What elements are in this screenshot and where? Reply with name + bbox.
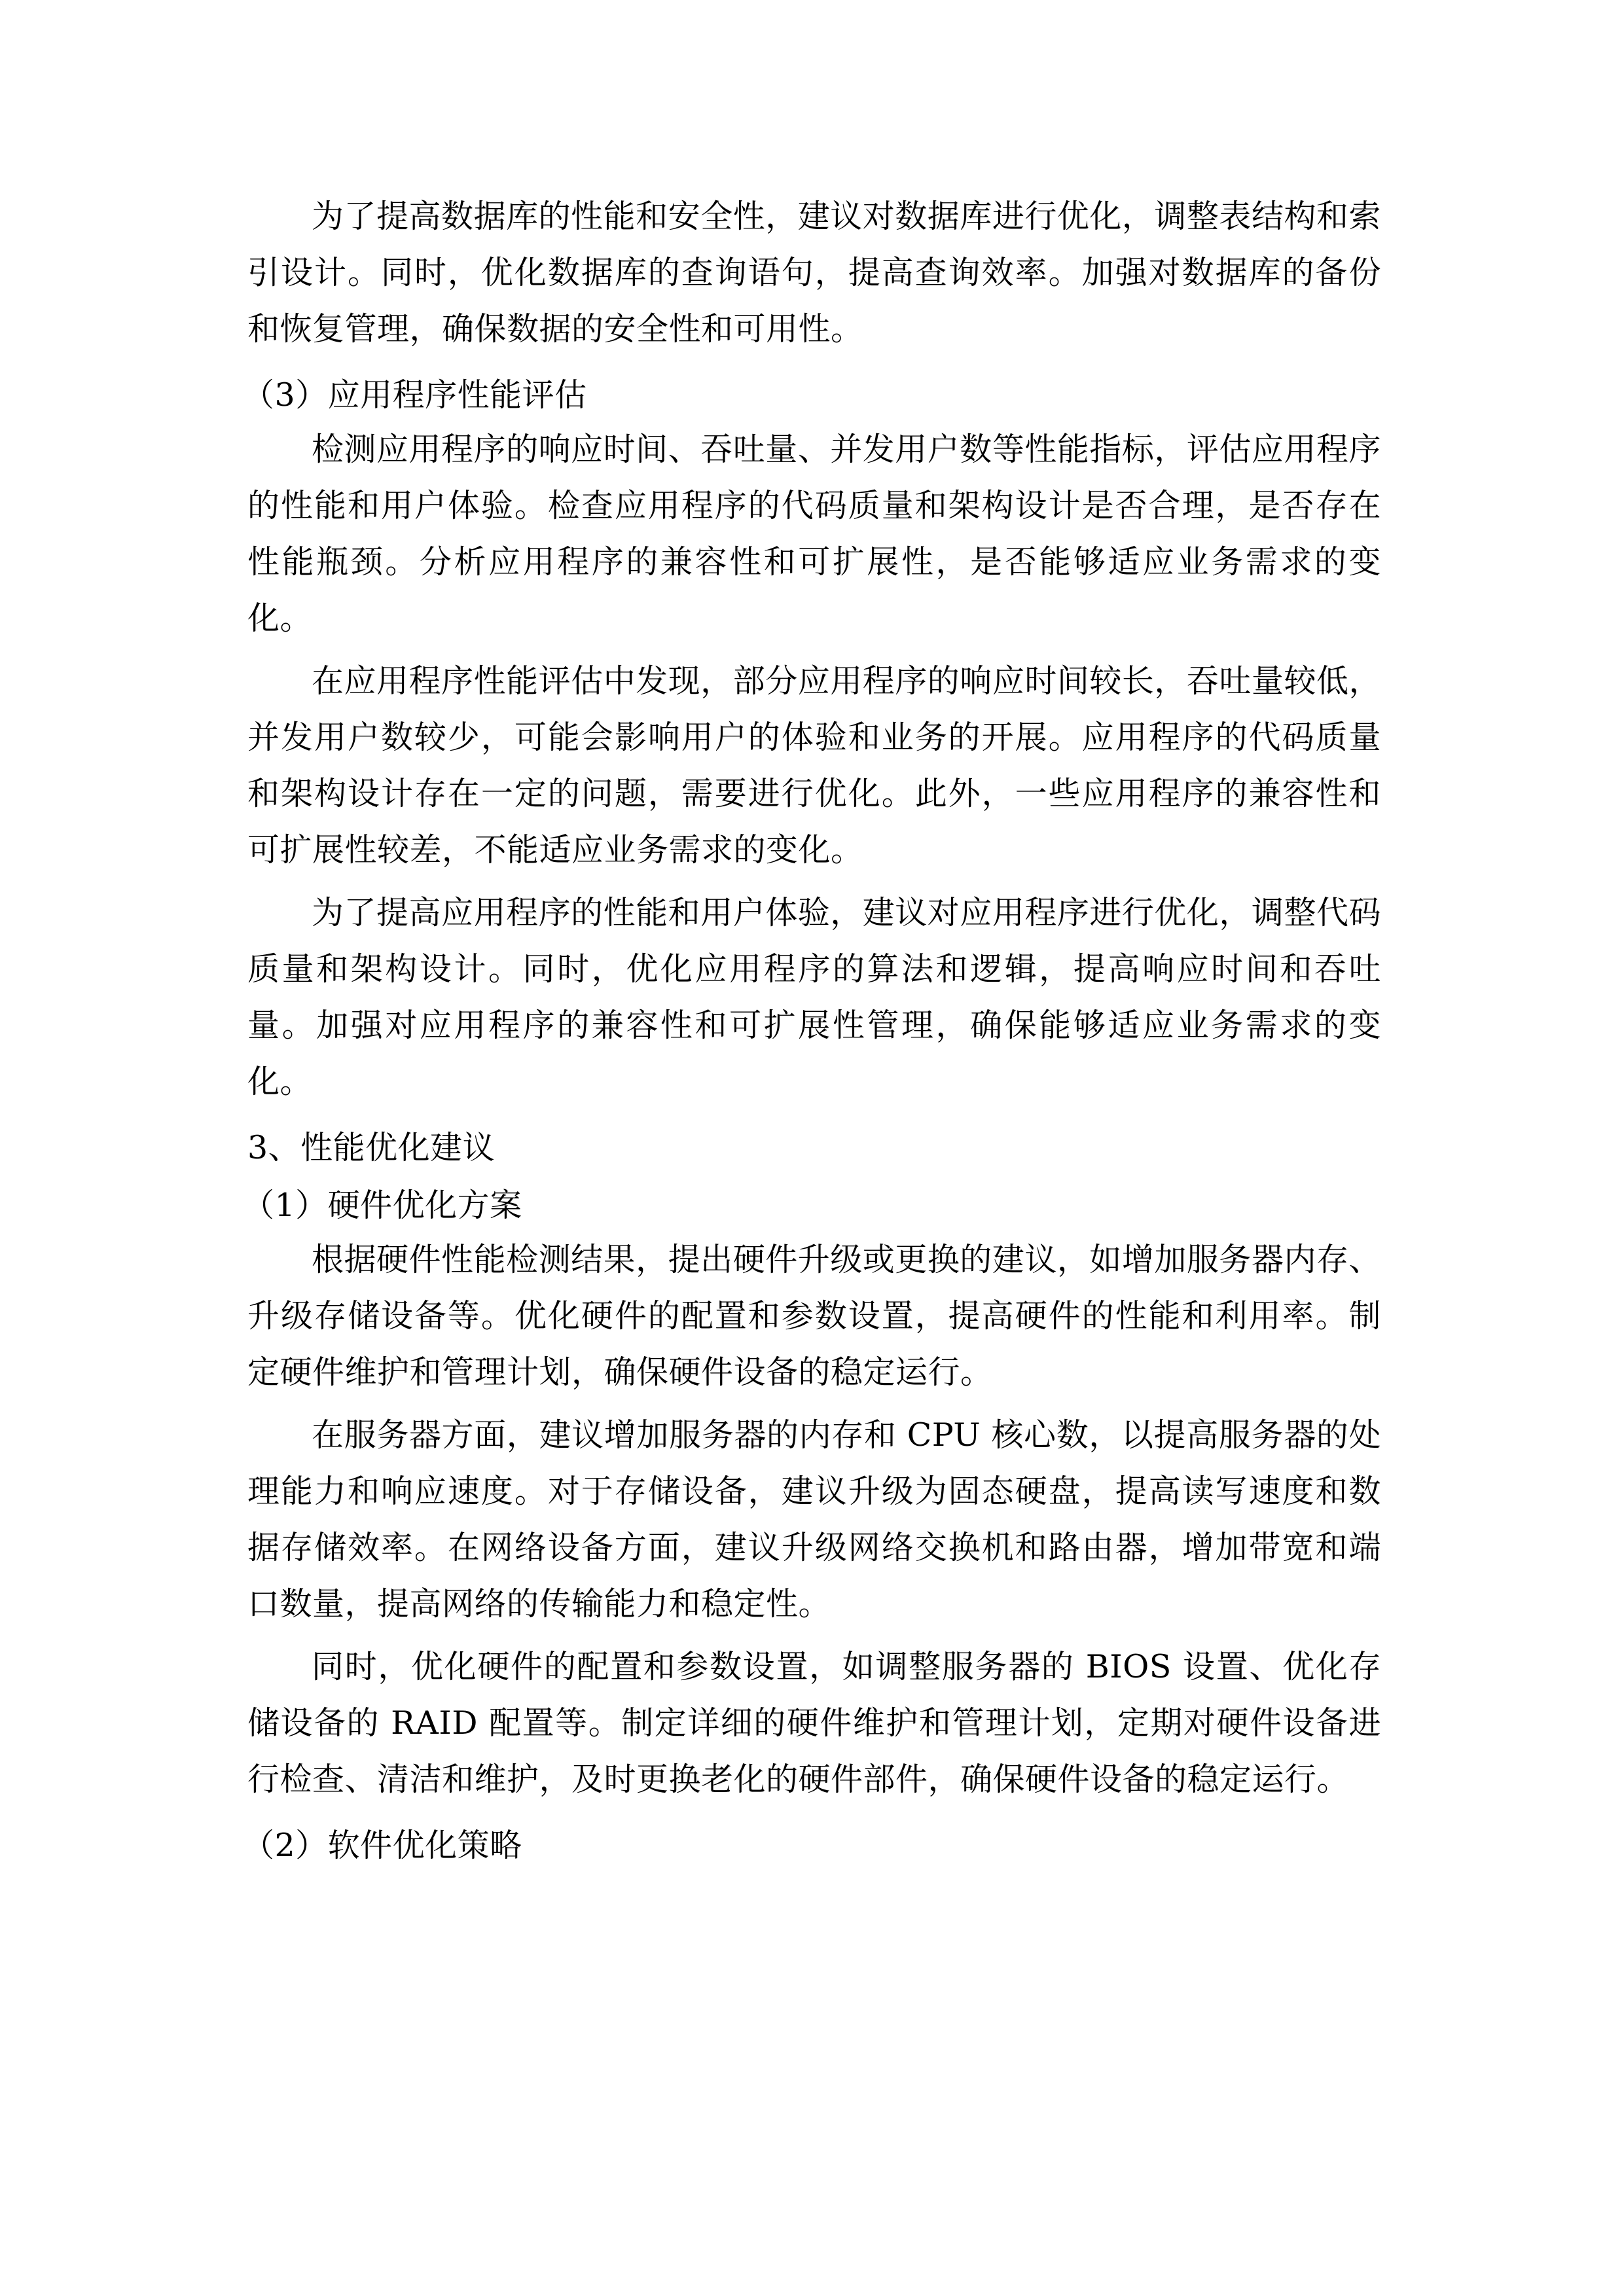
paragraph-hardware-config-maintenance: 同时，优化硬件的配置和参数设置，如调整服务器的 BIOS 设置、优化存储设备的 RAID 配置等。制定详细的硬件维护和管理计划，定期对硬件设备进行检查、清洁和维护，及时更换老化的硬件部件，确保硬件设备的稳定运行。 xyxy=(247,1648,1381,1798)
paragraph-app-findings: 在应用程序性能评估中发现，部分应用程序的响应时间较长，吞吐量较低，并发用户数较少，可能会影响用户的体验和业务的开展。应用程序的代码质量和架构设计存在一定的问题，需要进行优化。此外，一些应用程序的兼容性和可扩展性较差，不能适应业务需求的变化。 xyxy=(247,662,1381,869)
subheading-software-optimization: （2）软件优化策略 xyxy=(242,1827,522,1864)
section-heading-optimization-suggestions: 3、性能优化建议 xyxy=(247,1129,496,1166)
paragraph-database-optimization: 为了提高数据库的性能和安全性，建议对数据库进行优化，调整表结构和索引设计。同时，优化数据库的查询语句，提高查询效率。加强对数据库的备份和恢复管理，确保数据的安全性和可用性。 xyxy=(247,198,1381,348)
paragraph-app-optimization: 为了提高应用程序的性能和用户体验，建议对应用程序进行优化，调整代码质量和架构设计。同时，优化应用程序的算法和逻辑，提高响应时间和吞吐量。加强对应用程序的兼容性和可扩展性管理，确保能够适应业务需求的变化。 xyxy=(247,894,1381,1100)
paragraph-app-detection: 检测应用程序的响应时间、吞吐量、并发用户数等性能指标，评估应用程序的性能和用户体验。检查应用程序的代码质量和架构设计是否合理，是否存在性能瓶颈。分析应用程序的兼容性和可扩展性，是否能够适应业务需求的变化。 xyxy=(247,431,1381,637)
paragraph-server-storage-network: 在服务器方面，建议增加服务器的内存和 CPU 核心数，以提高服务器的处理能力和响应速度。对于存储设备，建议升级为固态硬盘，提高读写速度和数据存储效率。在网络设备方面，建议升级网络交换机和路由器，增加带宽和端口数量，提高网络的传输能力和稳定性。 xyxy=(247,1416,1381,1623)
subheading-app-performance-evaluation: （3）应用程序性能评估 xyxy=(242,376,587,414)
subheading-hardware-optimization: （1）硬件优化方案 xyxy=(242,1187,522,1224)
paragraph-hardware-recommendation: 根据硬件性能检测结果，提出硬件升级或更换的建议，如增加服务器内存、升级存储设备等。优化硬件的配置和参数设置，提高硬件的性能和利用率。制定硬件维护和管理计划，确保硬件设备的稳定运行。 xyxy=(247,1241,1381,1391)
document-body xyxy=(242,188,1381,1872)
